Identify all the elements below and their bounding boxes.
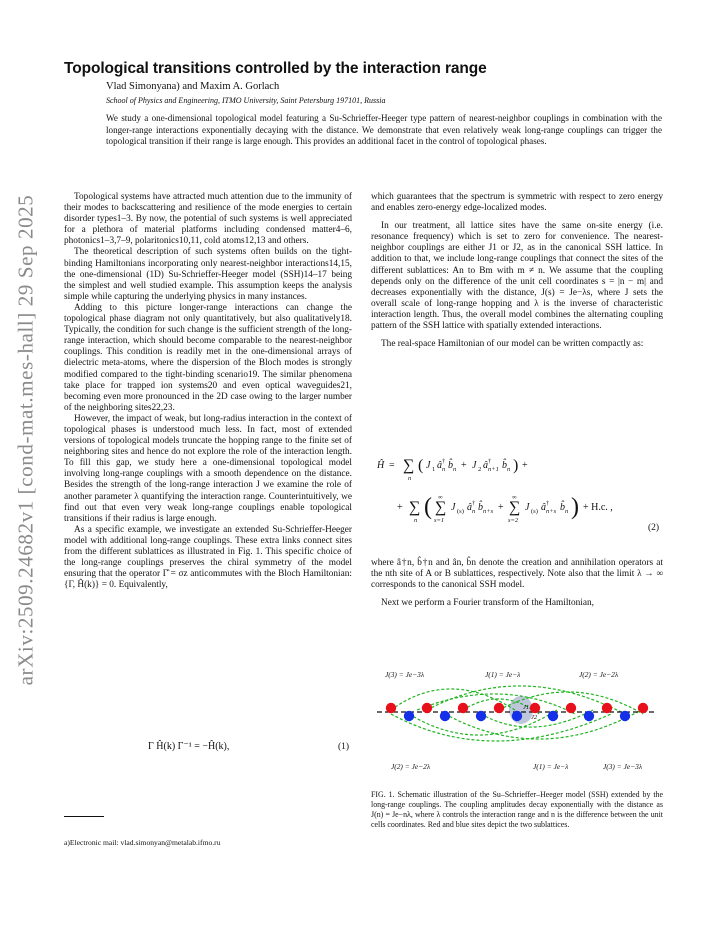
arxiv-watermark	[8, 160, 44, 720]
svg-text:): )	[571, 494, 579, 520]
svg-text:b̂: b̂	[478, 502, 483, 513]
svg-text:n: n	[453, 466, 457, 473]
svg-text:+: +	[498, 502, 504, 513]
site-b-6	[620, 711, 630, 721]
svg-text:1: 1	[432, 466, 436, 473]
equation-2	[371, 448, 663, 540]
site-a-2	[458, 703, 468, 713]
site-a-5	[566, 703, 576, 713]
site-b-0	[404, 711, 414, 721]
site-a-3	[494, 703, 504, 713]
unit-cell-highlight	[509, 696, 533, 724]
svg-text:+: +	[461, 460, 467, 471]
top-label-j2: J(2) = Je−2λ	[579, 670, 619, 679]
svg-text:(: (	[424, 494, 432, 520]
svg-text:b̂: b̂	[502, 460, 507, 471]
svg-text:∑: ∑	[409, 499, 421, 516]
site-b-3	[512, 711, 522, 721]
svg-text:∞: ∞	[438, 494, 443, 501]
svg-text:(s): (s)	[457, 508, 464, 515]
svg-text:b̂: b̂	[560, 502, 565, 513]
left-paragraph-3: Adding to this picture longer-range interactions can change the topological phase diagram not only quantitatively, but also qualitatively18. Typically, the condition for such change is the sufficient strength of the long-range interaction, which should become comparable to the nearest-neighbor couplings. This condition is readily met in the one-dimensional arrays of dielectric meta-atoms, where the dispersion of the Bloch modes is strongly modified compared to the tight-binding scenario19. The similar phenomena take place for trapped ion systems20 and even optical waveguides21, becoming even more pronounced in the 2D case owing to the larger number of the neighboring sites22,23.	[64, 302, 352, 413]
svg-text:†: †	[472, 500, 476, 507]
paper-title: Topological transitions controlled by the interaction range	[64, 60, 487, 77]
equation-2-number: (2)	[648, 523, 660, 533]
svg-text:â: â	[467, 502, 472, 513]
figure-1-caption: FIG. 1. Schematic illustration of the Su–Schrieffer–Heeger model (SSH) extended by the long-range couplings. The coupling amplitudes decay exponentially with the distance as J(n) = Je−nλ, where λ controls the interaction range and n is the difference between the unit cells coordinates. Red and blue sites depict the two sublattices.	[371, 790, 663, 829]
bottom-label-j1: J(1) = Je−λ	[533, 762, 569, 771]
svg-text:b̂: b̂	[448, 460, 453, 471]
right-paragraph-2: In our treatment, all lattice sites have the same on-site energy (i.e. resonance frequency) which is set to zero for convenience. The nearest-neighbor couplings are either J1 or J2, as in the canonical SSH lattice. In addition to that, we include long-range couplings that connect the sites of the different sublattices: An to Bm with m ≠ n. We assume that the coupling depends only on the difference of the unit cell coordinates s = |n − m| and decreases exponentially with the distance, J(s) = Je−λs, where J sets the overall scale of long-range hopping and λ is the inverse of characteristic interaction length. Thus, the overall model combines the alternating coupling pattern of the SSH lattice with spatially extended interactions.	[371, 221, 663, 332]
left-column	[64, 192, 352, 591]
svg-text:J: J	[451, 502, 456, 513]
svg-text:n: n	[472, 508, 476, 515]
svg-text:â: â	[483, 460, 488, 471]
right-paragraph-4: where â†n, b̂†n and ân, b̂n denote the creation and annihilation operators at the nth site of A or B sublattices, respectively. Note also that the limit λ → ∞ corresponds to the canonical SSH model.	[371, 558, 663, 591]
abstract: We study a one-dimensional topological model featuring a Su-Schrieffer-Heeger type pattern of nearest-neighbor couplings in combination with the longer-range interactions exponentially decaying with the distance. We demonstrate that even relatively weak long-range couplings can trigger the topological transition if their range is large enough. This provides an additional facet in the control of topological phases.	[106, 113, 662, 147]
lattice-diagram	[371, 680, 663, 760]
right-column-lower	[371, 558, 663, 609]
svg-text:(s): (s)	[531, 508, 538, 515]
site-b-5	[584, 711, 594, 721]
svg-text:â: â	[541, 502, 546, 513]
site-b-1	[440, 711, 450, 721]
svg-text:∑: ∑	[435, 499, 447, 516]
left-paragraph-1: Topological systems have attracted much attention due to the immunity of their modes to backscattering and resilience of the mode energies to certain disorder types1–3. By now, the potential of such systems is well appreciated for a plethora of material platforms including condensed matter4–6, photonics1–3,7–9, polaritonics10,11, cold atoms12,13 and others.	[64, 192, 352, 247]
svg-text:J: J	[525, 502, 530, 513]
svg-text:n: n	[414, 517, 418, 524]
site-b-2	[476, 711, 486, 721]
footnote: a)Electronic mail: vlad.simonyan@metalab.ifmo.ru	[64, 838, 221, 847]
right-paragraph-3: The real-space Hamiltonian of our model can be written compactly as:	[381, 339, 644, 350]
svg-text:+: +	[397, 502, 403, 513]
footnote-rule	[64, 816, 104, 817]
svg-text:+ H.c. ,: + H.c. ,	[583, 502, 613, 513]
svg-text:): )	[513, 457, 519, 474]
svg-text:∞: ∞	[512, 494, 517, 501]
svg-text:s=2: s=2	[508, 517, 519, 524]
equation-1-number: (1)	[338, 742, 350, 752]
right-paragraph-1: which guarantees that the spectrum is symmetric with respect to zero energy and enables zero-energy edge-localized modes.	[371, 192, 663, 214]
right-column	[371, 192, 663, 350]
equation-1: Γ Ĥ(k) Γ⁻¹ = −Ĥ(k),	[148, 741, 230, 752]
top-label-j3: J(3) = Je−3λ	[385, 670, 425, 679]
site-a-1	[422, 703, 432, 713]
svg-text:∑: ∑	[509, 499, 521, 516]
site-b-4	[548, 711, 558, 721]
paper-affiliation: School of Physics and Engineering, ITMO University, Saint Petersburg 197101, Russia	[106, 96, 386, 105]
svg-text:∑: ∑	[403, 457, 415, 474]
top-label-j1: J(1) = Je−λ	[485, 670, 521, 679]
left-paragraph-4: However, the impact of weak, but long-radius interaction in the context of topological phases is understood much less. In fact, most of extended versions of topological models truncate the hopping range to the finite set of neighboring sites and hence do not explore the role of the interaction length. To fill this gap, we study here a one-dimensional topological model involving long-range couplings with a smooth dependence on the distance. Besides the strength of the long-range interaction J we examine the role of another parameter λ quantifying the interaction range. Counterintuitively, we find out that even very weak long-range couplings enable topological transitions if their radius is large enough.	[64, 413, 352, 524]
svg-text:†: †	[442, 458, 446, 465]
svg-text:s=1: s=1	[434, 517, 445, 524]
bottom-label-j3: J(3) = Je−3λ	[603, 762, 643, 771]
arxiv-id: arXiv:2509.24682v1 [cond-mat.mes-hall] 29 Sep 2025	[13, 194, 38, 686]
svg-text:2: 2	[478, 466, 482, 473]
svg-text:(: (	[418, 457, 424, 474]
paper-authors: Vlad Simonyana) and Maxim A. Gorlach	[106, 81, 280, 92]
left-paragraph-5: As a specific example, we investigate an extended Su-Schrieffer-Heeger model with additional long-range couplings. These extra links connect sites from the different sublattices as illustrated in Fig. 1. This specific choice of the long-range couplings preserves the chiral symmetry of the model ensuring that the operator Γ̂ = σz anticommutes with the Bloch Hamiltonian: {Γ, Ĥ(k)} = 0. Equivalently,	[64, 524, 352, 591]
right-paragraph-5: Next we perform a Fourier transform of the Hamiltonian,	[381, 598, 594, 609]
svg-text:n: n	[408, 475, 412, 482]
svg-text:n: n	[442, 466, 446, 473]
svg-text:n+s: n+s	[546, 508, 557, 515]
svg-text:J: J	[472, 460, 477, 471]
svg-text:+: +	[522, 460, 528, 471]
site-a-6	[602, 703, 612, 713]
figure-1	[371, 668, 663, 780]
site-a-4	[530, 703, 540, 713]
site-label-j1: J1	[523, 704, 530, 711]
svg-text:†: †	[546, 500, 550, 507]
svg-text:n: n	[565, 508, 569, 515]
svg-text:n+s: n+s	[483, 508, 494, 515]
site-label-j2: J2	[531, 714, 538, 721]
svg-text:n: n	[507, 466, 511, 473]
svg-text:â: â	[437, 460, 442, 471]
bottom-label-j2: J(2) = Je−2λ	[391, 762, 431, 771]
site-a-7	[638, 703, 648, 713]
left-paragraph-2: The theoretical description of such systems often builds on the tight-binding Hamiltonians incorporating only nearest-neighbor interactions14,15, the one-dimensional (1D) Su-Schrieffer-Heeger model (SSH)14–17 being the simplest and well studied example. This assumption keeps the analysis simple while capturing the underlying physics in many instances.	[64, 247, 352, 302]
svg-text:Ĥ: Ĥ	[377, 460, 385, 471]
site-a-0	[386, 703, 396, 713]
svg-text:=: =	[389, 460, 395, 471]
svg-text:n+1: n+1	[488, 466, 499, 473]
svg-text:J: J	[426, 460, 431, 471]
svg-text:†: †	[488, 458, 492, 465]
